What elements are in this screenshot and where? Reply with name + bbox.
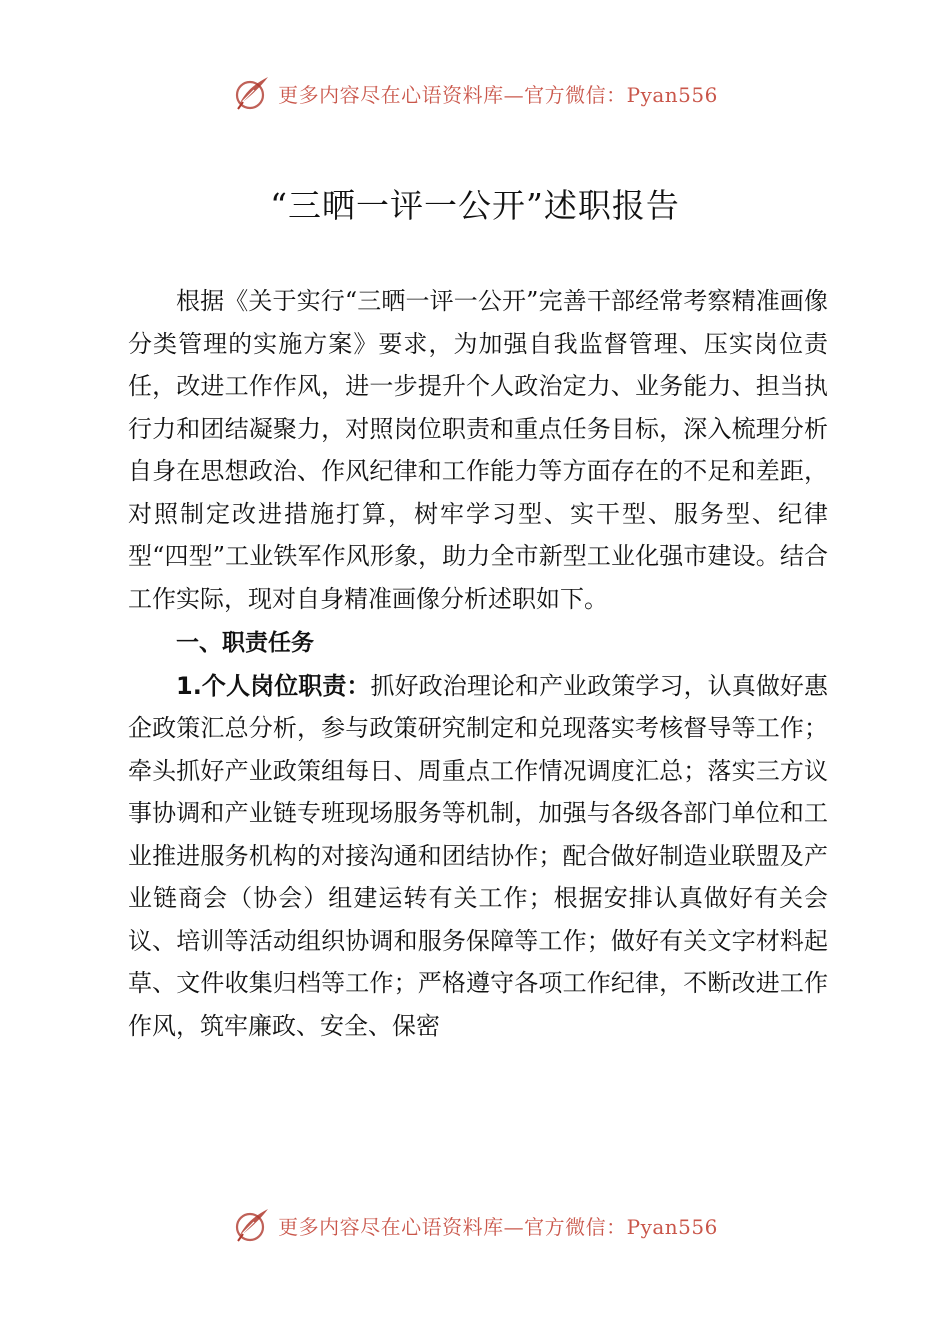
- document-body: [128, 280, 828, 1047]
- banner-text: 更多内容尽在心语资料库—官方微信：Pyan556: [278, 1214, 718, 1239]
- feather-pen-logo-icon: [232, 73, 272, 113]
- duty-text: 抓好政治理论和产业政策学习，认真做好惠企政策汇总分析，参与政策研究制定和兑现落实考核督导等工作；牵头抓好产业政策组每日、周重点工作情况调度汇总；落实三方议事协调和产业链专班现场服务等机制，加强与各级各部门单位和工业推进服务机构的对接沟通和团结协作；配合做好制造业联盟及产业链商会（协会）组建运转有关工作；根据安排认真做好有关会议、培训等活动组织协调和服务保障等工作；做好有关文字材料起草、文件收集归档等工作；严格遵守各项工作纪律，不断改进工作作风，筑牢廉政、安全、保密: [128, 671, 828, 1040]
- header-banner: [0, 70, 950, 116]
- intro-paragraph: 根据《关于实行“三晒一评一公开”完善干部经常考察精准画像分类管理的实施方案》要求，为加强自我监督管理、压实岗位责任，改进工作作风，进一步提升个人政治定力、业务能力、担当执行力和团结凝聚力，对照岗位职责和重点任务目标，深入梳理分析自身在思想政治、作风纪律和工作能力等方面存在的不足和差距，对照制定改进措施打算，树牢学习型、实干型、服务型、纪律型“四型”工业铁军作风形象，助力全市新型工业化强市建设。结合工作实际，现对自身精准画像分析述职如下。: [128, 287, 828, 613]
- duty-label: 1.个人岗位职责：: [176, 671, 371, 700]
- section-heading-duties: 一、职责任务: [176, 630, 314, 656]
- footer-banner: [0, 1202, 950, 1248]
- document-title: “三晒一评一公开”述职报告: [270, 186, 680, 225]
- banner-text: 更多内容尽在心语资料库—官方微信：Pyan556: [278, 82, 718, 107]
- feather-pen-logo-icon: [232, 1205, 272, 1245]
- duty-paragraph: [128, 665, 828, 1048]
